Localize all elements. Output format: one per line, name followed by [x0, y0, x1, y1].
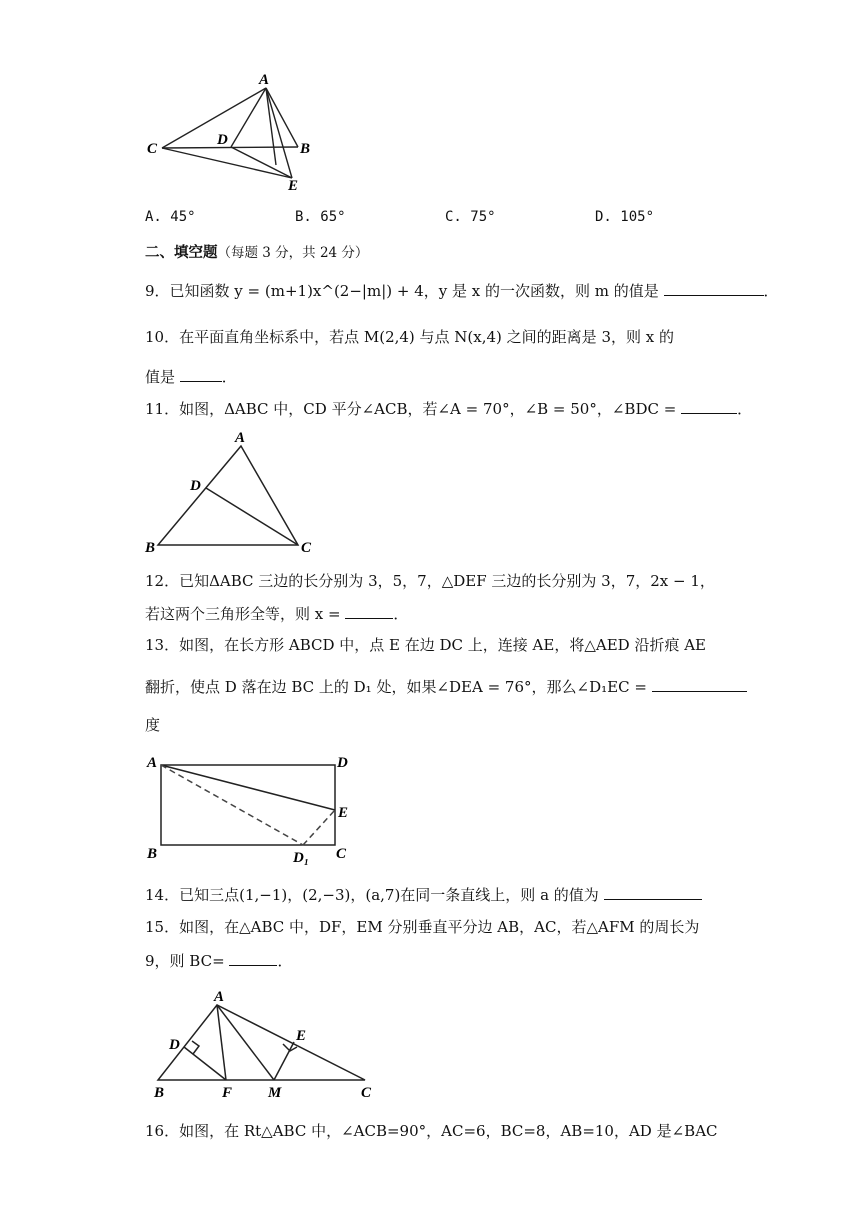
q13-label-b: B	[147, 846, 158, 862]
question-9: 9．已知函数 y = (m+1)x^(2−|m|) + 4，y 是 x 的一次函数，则 m 的值是 ．	[145, 282, 779, 300]
q12-text: 若这两个三角形全等，则 x =	[145, 605, 341, 623]
q13-answer-blank[interactable]	[652, 677, 747, 692]
q15-answer-blank[interactable]	[229, 951, 277, 966]
q14-text: 14．已知三点(1,−1)，(2,−3)，(a,7)在同一条直线上，则 a 的值为	[145, 886, 599, 904]
q15-label-b: B	[154, 1085, 165, 1101]
q8-label-e: E	[288, 178, 299, 194]
q9-answer-blank[interactable]	[664, 281, 764, 296]
q8-label-d: D	[217, 132, 228, 148]
q9-text: 9．已知函数 y = (m+1)x^(2−|m|) + 4，y 是 x 的一次函数，则 m 的值是	[145, 282, 659, 300]
q13-label-e: E	[338, 805, 349, 821]
q15-label-m: M	[268, 1085, 282, 1101]
q10-answer-blank[interactable]	[180, 367, 222, 382]
question-15-line2: 9，则 BC= ．	[145, 952, 293, 970]
section-heading	[145, 242, 368, 264]
q11-figure	[140, 428, 330, 556]
q11-label-b: B	[145, 540, 156, 556]
section-points: （每题 3 分，共 24 分）	[217, 245, 369, 261]
q11-label-c: C	[301, 540, 312, 556]
q15-label-d: D	[169, 1037, 180, 1053]
q15-label-e: E	[296, 1028, 307, 1044]
q14-answer-blank[interactable]	[604, 885, 702, 900]
q15-label-f: F	[222, 1085, 233, 1101]
question-13-line1: 13．如图，在长方形 ABCD 中，点 E 在边 DC 上，连接 AE，将△AED 沿折痕 AE	[145, 636, 707, 654]
q11-label-d: D	[190, 478, 201, 494]
question-12-line2: 若这两个三角形全等，则 x = ．	[145, 605, 409, 623]
q11-answer-blank[interactable]	[681, 399, 737, 414]
question-10-line2: 值是 ．	[145, 368, 237, 386]
q13-figure	[140, 748, 370, 868]
q15-label-a: A	[214, 989, 225, 1005]
q13-label-d1: D₁	[293, 850, 310, 866]
question-16: 16．如图，在 Rt△ABC 中，∠ACB=90°，AC=6，BC=8，AB=10，AD 是∠BAC	[145, 1122, 718, 1140]
question-12-line1: 12．已知ΔABC 三边的长分别为 3，5，7，△DEF 三边的长分别为 3，7，2x − 1，	[145, 572, 715, 590]
q12-answer-blank[interactable]	[345, 604, 393, 619]
q11-label-a: A	[235, 430, 246, 446]
question-10-line1: 10．在平面直角坐标系中，若点 M(2,4) 与点 N(x,4) 之间的距离是 3，则 x 的	[145, 328, 674, 346]
q11-text: 11．如图，ΔABC 中，CD 平分∠ACB，若∠A = 70°，∠B = 50°，∠BDC =	[145, 400, 677, 418]
q8-label-c: C	[147, 141, 158, 157]
q15-label-c: C	[361, 1085, 372, 1101]
question-13-line2	[145, 676, 747, 698]
q15-figure	[140, 985, 380, 1105]
q13-label-a: A	[147, 755, 158, 771]
q13-text: 翻折，使点 D 落在边 BC 上的 D₁ 处，如果∠DEA = 76°，那么∠D₁EC =	[145, 678, 647, 696]
q8-option-a: A. 45°	[145, 209, 196, 225]
q8-option-b: B. 65°	[295, 209, 346, 225]
q8-label-b: B	[300, 141, 311, 157]
q8-option-d: D. 105°	[595, 209, 655, 225]
q10-text: 值是	[145, 368, 176, 386]
question-15-line1: 15．如图，在△ABC 中，DF，EM 分别垂直平分边 AB，AC，若△AFM 的周长为	[145, 918, 700, 936]
question-11: 11．如图，ΔABC 中，CD 平分∠ACB，若∠A = 70°，∠B = 50°，∠BDC = ．	[145, 400, 753, 418]
question-14	[145, 884, 702, 906]
q8-label-a: A	[259, 72, 270, 88]
q13-label-c: C	[336, 846, 347, 862]
q8-option-c: C. 75°	[445, 209, 496, 225]
q8-figure	[140, 65, 320, 195]
section-title: 二、填空题	[145, 244, 218, 261]
q15-text: 9，则 BC=	[145, 952, 225, 970]
question-13-line3: 度	[145, 716, 161, 734]
q13-label-d: D	[337, 755, 348, 771]
